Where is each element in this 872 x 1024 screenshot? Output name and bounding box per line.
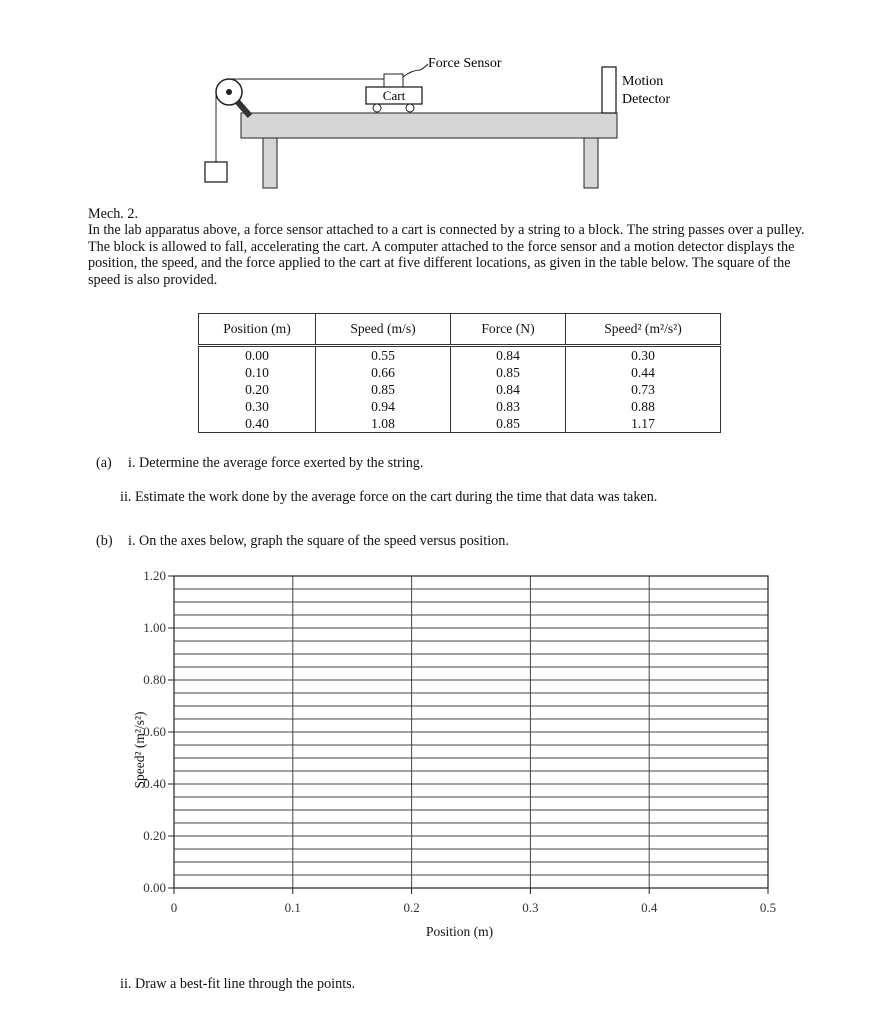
force-sensor-label: Force Sensor: [428, 56, 502, 71]
cell-speed-squared: 1.17: [566, 415, 721, 433]
cell-position: 0.20: [199, 381, 316, 398]
y-tick-label: 1.00: [143, 620, 166, 635]
cell-position: 0.10: [199, 364, 316, 381]
y-tick-label: 1.20: [143, 568, 166, 583]
cell-speed: 0.66: [316, 364, 451, 381]
y-tick-label: 0.20: [143, 828, 166, 843]
x-tick-label: 0.4: [641, 900, 658, 915]
cell-speed-squared: 0.30: [566, 346, 721, 365]
cell-speed: 1.08: [316, 415, 451, 433]
problem-paragraph: In the lab apparatus above, a force sensor attached to a cart is connected by a string to a block. The string passes over a pulley. The block is allowed to fall, accelerating the cart. A computer attached to the force sensor and a motion detector displays the position, the speed, and the force applied to the cart at five different locations, as given in the table below. The square of the speed is also provided.: [88, 222, 805, 288]
question-b-ii: ii. Draw a best-fit line through the points.: [120, 976, 356, 992]
header-speed: Speed (m/s): [316, 314, 451, 346]
cell-speed: 0.94: [316, 398, 451, 415]
cell-position: 0.00: [199, 346, 316, 365]
cell-force: 0.83: [451, 398, 566, 415]
header-force: Force (N): [451, 314, 566, 346]
y-axis-label: Speed² (m²/s²): [132, 711, 147, 789]
question-a-ii: ii. Estimate the work done by the average force on the cart during the time that data was taken.: [120, 489, 658, 505]
header-speed-squared: Speed² (m²/s²): [566, 314, 721, 346]
cell-speed-squared: 0.88: [566, 398, 721, 415]
cell-speed-squared: 0.44: [566, 364, 721, 381]
question-a-i: i. Determine the average force exerted by the string.: [128, 455, 424, 471]
header-position: Position (m): [199, 314, 316, 346]
y-tick-label: 0.40: [143, 776, 166, 791]
cell-force: 0.85: [451, 415, 566, 433]
cell-force: 0.85: [451, 364, 566, 381]
question-a-label: (a): [96, 455, 112, 471]
y-tick-label: 0.60: [143, 724, 166, 739]
x-tick-label: 0.3: [522, 900, 539, 915]
cell-speed: 0.85: [316, 381, 451, 398]
cell-speed: 0.55: [316, 346, 451, 365]
y-tick-label: 0.00: [143, 880, 166, 895]
question-b-i: i. On the axes below, graph the square of the speed versus position.: [128, 533, 509, 549]
cell-force: 0.84: [451, 381, 566, 398]
x-axis-label: Position (m): [426, 924, 494, 939]
x-tick-label: 0.1: [284, 900, 301, 915]
question-b-label: (b): [96, 533, 113, 549]
problem-heading: Mech. 2.: [88, 206, 139, 222]
cell-speed-squared: 0.73: [566, 381, 721, 398]
x-tick-label: 0.2: [403, 900, 420, 915]
motion-detector-label-1: Motion: [622, 74, 664, 89]
cart-label: Cart: [382, 88, 406, 103]
x-tick-label: 0.5: [759, 900, 777, 915]
cell-position: 0.40: [199, 415, 316, 433]
cell-force: 0.84: [451, 346, 566, 365]
cell-position: 0.30: [199, 398, 316, 415]
x-tick-label: 0: [170, 900, 178, 915]
y-tick-label: 0.80: [143, 672, 166, 687]
motion-detector-label-2: Detector: [622, 92, 671, 107]
